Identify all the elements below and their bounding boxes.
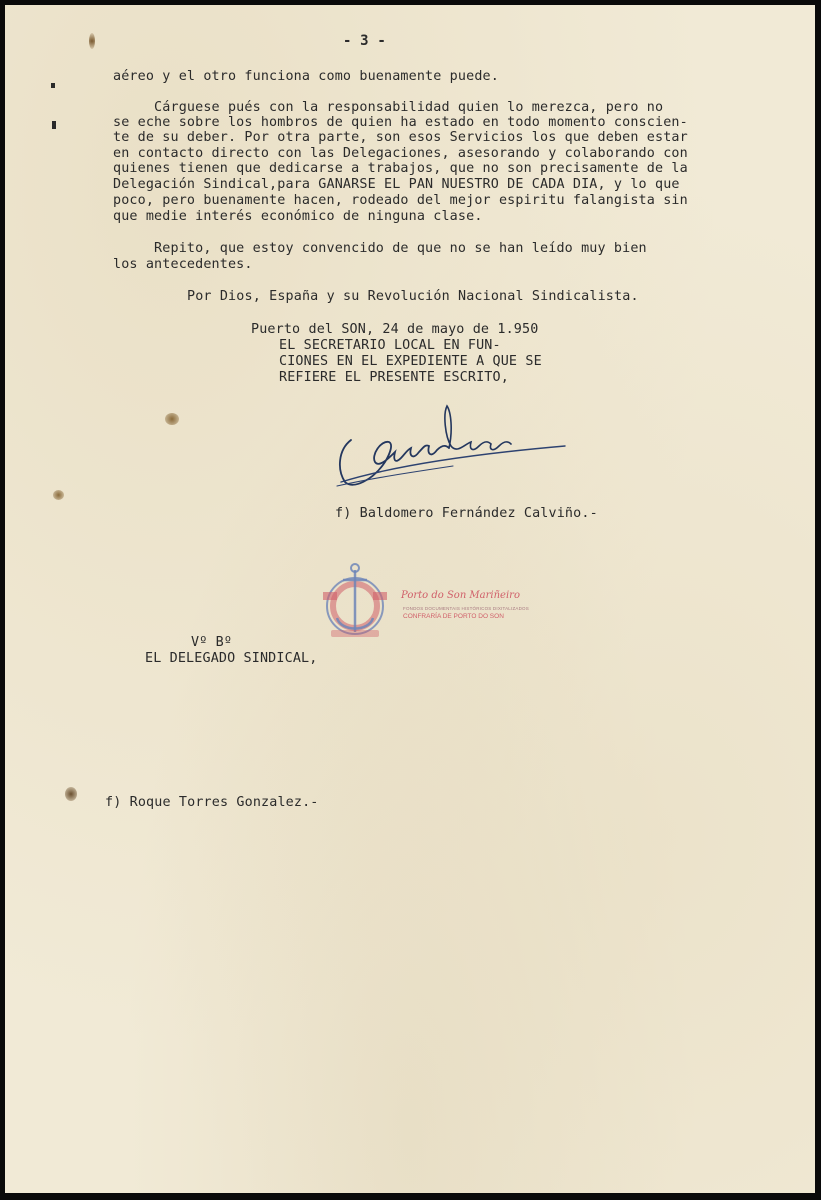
stamp-subtitle: FONDOS DOCUMENTAIS HISTÓRICOS DIXITALIZADOS <box>403 606 529 611</box>
body-line: Cárguese pués con la responsabilidad quien lo merezca, pero no <box>113 100 664 115</box>
ink-stain <box>53 490 64 500</box>
handwritten-signature <box>333 400 568 495</box>
punch-mark <box>51 83 55 88</box>
delegate-role: EL DELEGADO SINDICAL, <box>145 651 318 666</box>
document-page <box>5 5 815 1193</box>
delegate-signer: f) Roque Torres Gonzalez.- <box>105 795 319 810</box>
body-line: en contacto directo con las Delegaciones, asesorando y colaborando con <box>113 146 688 161</box>
body-line: aéreo y el otro funciona como buenamente puede. <box>113 69 499 84</box>
body-line: poco, pero buenamente hacen, rodeado del mejor espiritu falangista sin <box>113 193 688 208</box>
vobo-label: Vº Bº <box>191 635 233 650</box>
body-line: que medie interés económico de ninguna clase. <box>113 209 483 224</box>
role-line: REFIERE EL PRESENTE ESCRITO, <box>279 370 509 385</box>
role-line: CIONES EN EL EXPEDIENTE A QUE SE <box>279 354 542 369</box>
body-line: Repito, que estoy convencido de que no se han leído muy bien <box>113 241 647 256</box>
ink-stain <box>65 787 77 801</box>
salutation: Por Dios, España y su Revolución Nacional Sindicalista. <box>187 289 639 304</box>
stamp-org: CONFRARÍA DE PORTO DO SON <box>403 613 504 620</box>
body-line: los antecedentes. <box>113 257 253 272</box>
stamp-title: Porto do Son Mariñeiro <box>401 590 520 601</box>
ink-stain <box>165 413 179 425</box>
anchor-logo-icon <box>317 560 397 650</box>
body-line: Delegación Sindical,para GANARSE EL PAN NUESTRO DE CADA DIA, y lo que <box>113 177 680 192</box>
signer-name: f) Baldomero Fernández Calviño.- <box>335 506 598 521</box>
place-date: Puerto del SON, 24 de mayo de 1.950 <box>251 322 539 337</box>
body-line: quienes tienen que dedicarse a trabajos, que no son precisamente de la <box>113 161 688 176</box>
archive-stamp <box>317 560 529 650</box>
body-line: te de su deber. Por otra parte, son esos Servicios los que deben estar <box>113 130 688 145</box>
role-line: EL SECRETARIO LOCAL EN FUN- <box>279 338 501 353</box>
punch-mark <box>52 121 56 129</box>
page-number: - 3 - <box>343 33 386 49</box>
body-line: se eche sobre los hombros de quien ha estado en todo momento conscien- <box>113 115 688 130</box>
ink-stain <box>89 33 95 49</box>
